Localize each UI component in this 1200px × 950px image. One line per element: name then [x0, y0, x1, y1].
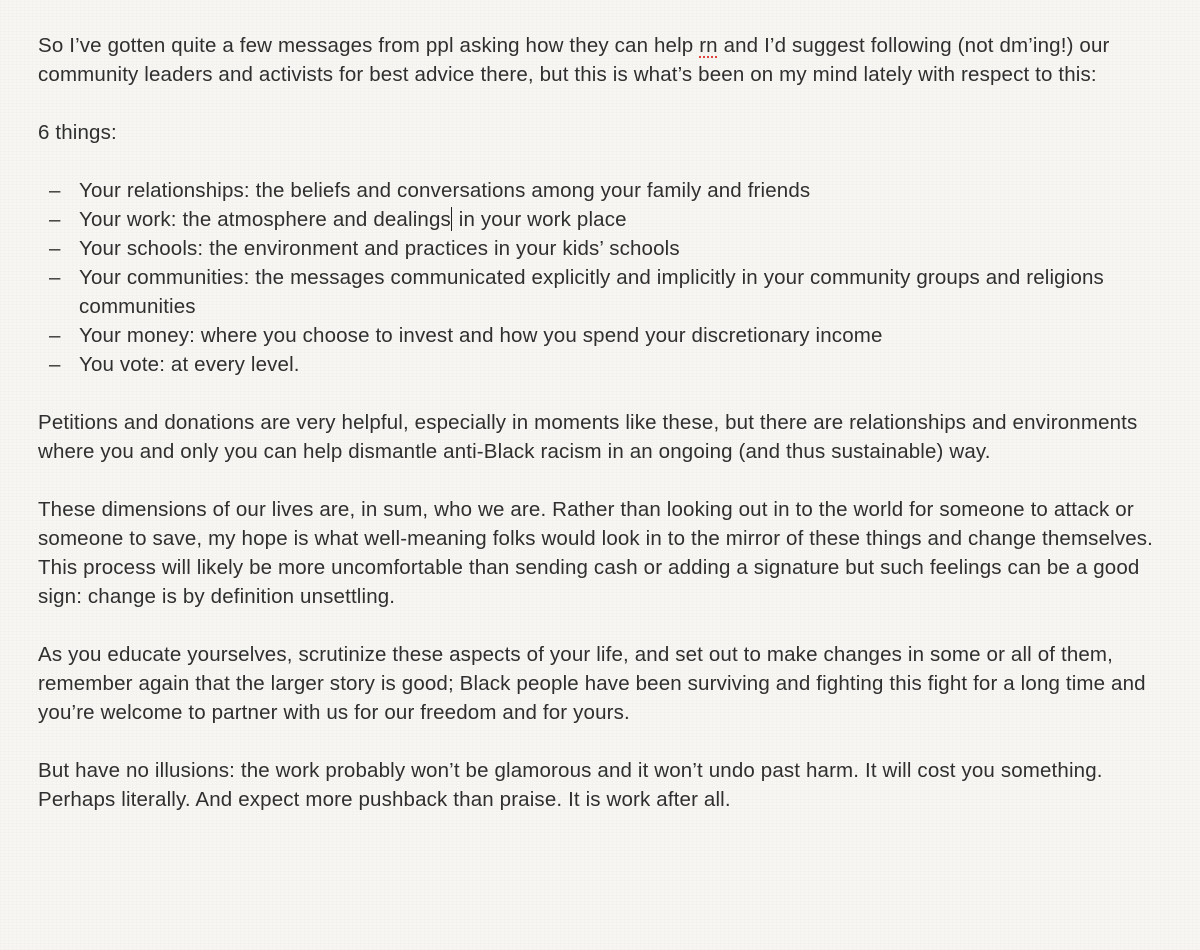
- things-list: [38, 176, 1173, 379]
- list-item-text: Your money: where you choose to invest and how you spend your discretionary income: [79, 324, 883, 347]
- dimensions-paragraph: These dimensions of our lives are, in sum, who we are. Rather than looking out in to the world for someone to attack or someone to save, my hope is what well-meaning folks would look in to the mirror of these things and change themselves. This process will likely be more uncomfortable than sending cash or adding a signature but such feelings can be a good sign: change is by definition unsettling.: [38, 498, 1154, 608]
- petitions-paragraph: Petitions and donations are very helpful, especially in moments like these, but there are relationships and environments where you and only you can help dismantle anti-Black racism in an ongoing (and thus sustainable) way.: [38, 411, 1138, 463]
- list-item: [38, 350, 1173, 379]
- dash-bullet: –: [49, 353, 61, 376]
- list-item-text: in your work place: [452, 208, 627, 231]
- list-item-text: Your communities: the messages communicated explicitly and implicitly in your community groups and religions communities: [79, 266, 1104, 318]
- list-heading: 6 things:: [38, 121, 117, 144]
- dash-bullet: –: [49, 324, 61, 347]
- list-item: [38, 234, 1173, 263]
- list-item: [38, 205, 1173, 234]
- text-cursor: [451, 207, 452, 231]
- list-item: [38, 263, 1173, 321]
- dash-bullet: –: [49, 179, 61, 202]
- intro-text-start: So I’ve gotten quite a few messages from ppl asking how they can help: [38, 34, 700, 57]
- dash-bullet: –: [49, 266, 61, 289]
- list-item: [38, 176, 1173, 205]
- intro-text-end: and I’d suggest following (not dm’ing!) our community leaders and activists for best advice there, but this is what’s been on my mind lately with respect to this:: [38, 34, 1110, 86]
- list-item-text: You vote: at every level.: [79, 353, 300, 376]
- document-body[interactable]: [38, 31, 1173, 843]
- illusions-paragraph: But have no illusions: the work probably won’t be glamorous and it won’t undo past harm. It will cost you something. Perhaps literally. And expect more pushback than praise. It is work after all.: [38, 759, 1103, 811]
- list-item-text: Your schools: the environment and practices in your kids’ schools: [79, 237, 680, 260]
- dash-bullet: –: [49, 208, 61, 231]
- intro-paragraph: [38, 31, 1173, 89]
- list-item-text: Your work: the atmosphere and dealings: [79, 208, 451, 231]
- list-item-text: Your relationships: the beliefs and conversations among your family and friends: [79, 179, 811, 202]
- list-item: [38, 321, 1173, 350]
- dash-bullet: –: [49, 237, 61, 260]
- misspelled-word[interactable]: rn: [699, 34, 718, 57]
- educate-paragraph: As you educate yourselves, scrutinize these aspects of your life, and set out to make changes in some or all of them, remember again that the larger story is good; Black people have been surviving and fighting this fight for a long time and you’re welcome to partner with us for our freedom and for yours.: [38, 643, 1146, 724]
